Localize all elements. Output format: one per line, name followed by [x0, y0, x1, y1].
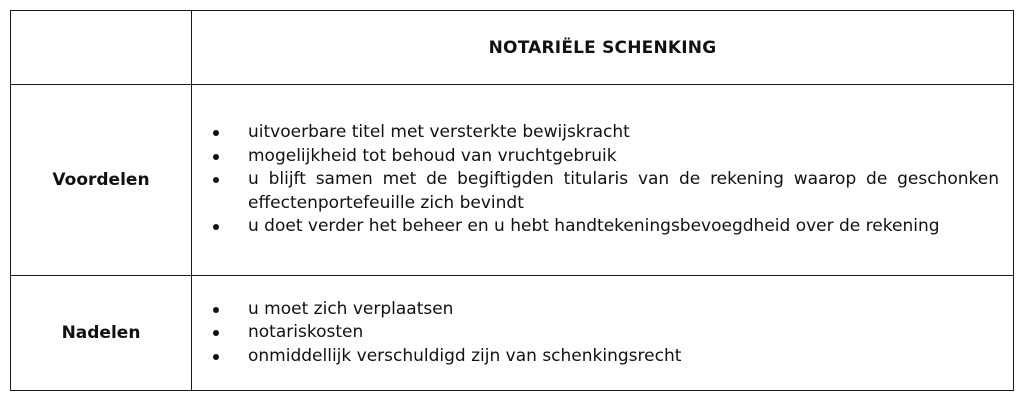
bullet-icon [213, 130, 219, 136]
bullet-icon [213, 154, 219, 160]
header-corner-cell [11, 11, 192, 85]
bullet-icon [213, 224, 219, 230]
bullet-icon [213, 354, 219, 360]
list-item-text: u moet zich verplaatsen [248, 298, 454, 319]
header-row [11, 11, 1014, 85]
list-item-text: notariskosten [248, 322, 364, 343]
list-item [248, 145, 999, 169]
advantages-list [192, 121, 1013, 239]
disadvantages-cell [192, 276, 1014, 391]
list-item [248, 345, 999, 369]
advantages-cell [192, 85, 1014, 276]
list-item-text: onmiddellijk verschuldigd zijn van schenkingsrecht [248, 345, 682, 366]
list-item-text: u doet verder het beheer en u hebt handtekeningsbevoegdheid over de rekening [248, 216, 940, 237]
comparison-table [10, 10, 1014, 391]
list-item [248, 215, 999, 239]
disadvantages-label: Nadelen [11, 276, 192, 391]
list-item [248, 321, 999, 345]
bullet-icon [213, 307, 219, 313]
list-item-text: uitvoerbare titel met versterkte bewijskracht [248, 122, 630, 143]
list-item-text: u blijft samen met de begiftigden titularis van de rekening waarop de geschonken effectenportefeuille zich bevindt [248, 169, 999, 213]
disadvantages-list [192, 298, 1013, 369]
disadvantages-row [11, 276, 1014, 391]
advantages-row [11, 85, 1014, 276]
table-title: NOTARIËLE SCHENKING [192, 11, 1014, 85]
advantages-label: Voordelen [11, 85, 192, 276]
bullet-icon [213, 330, 219, 336]
bullet-icon [213, 177, 219, 183]
list-item [248, 168, 999, 215]
list-item-text: mogelijkheid tot behoud van vruchtgebruik [248, 145, 617, 166]
list-item [248, 298, 999, 322]
list-item [248, 121, 999, 145]
